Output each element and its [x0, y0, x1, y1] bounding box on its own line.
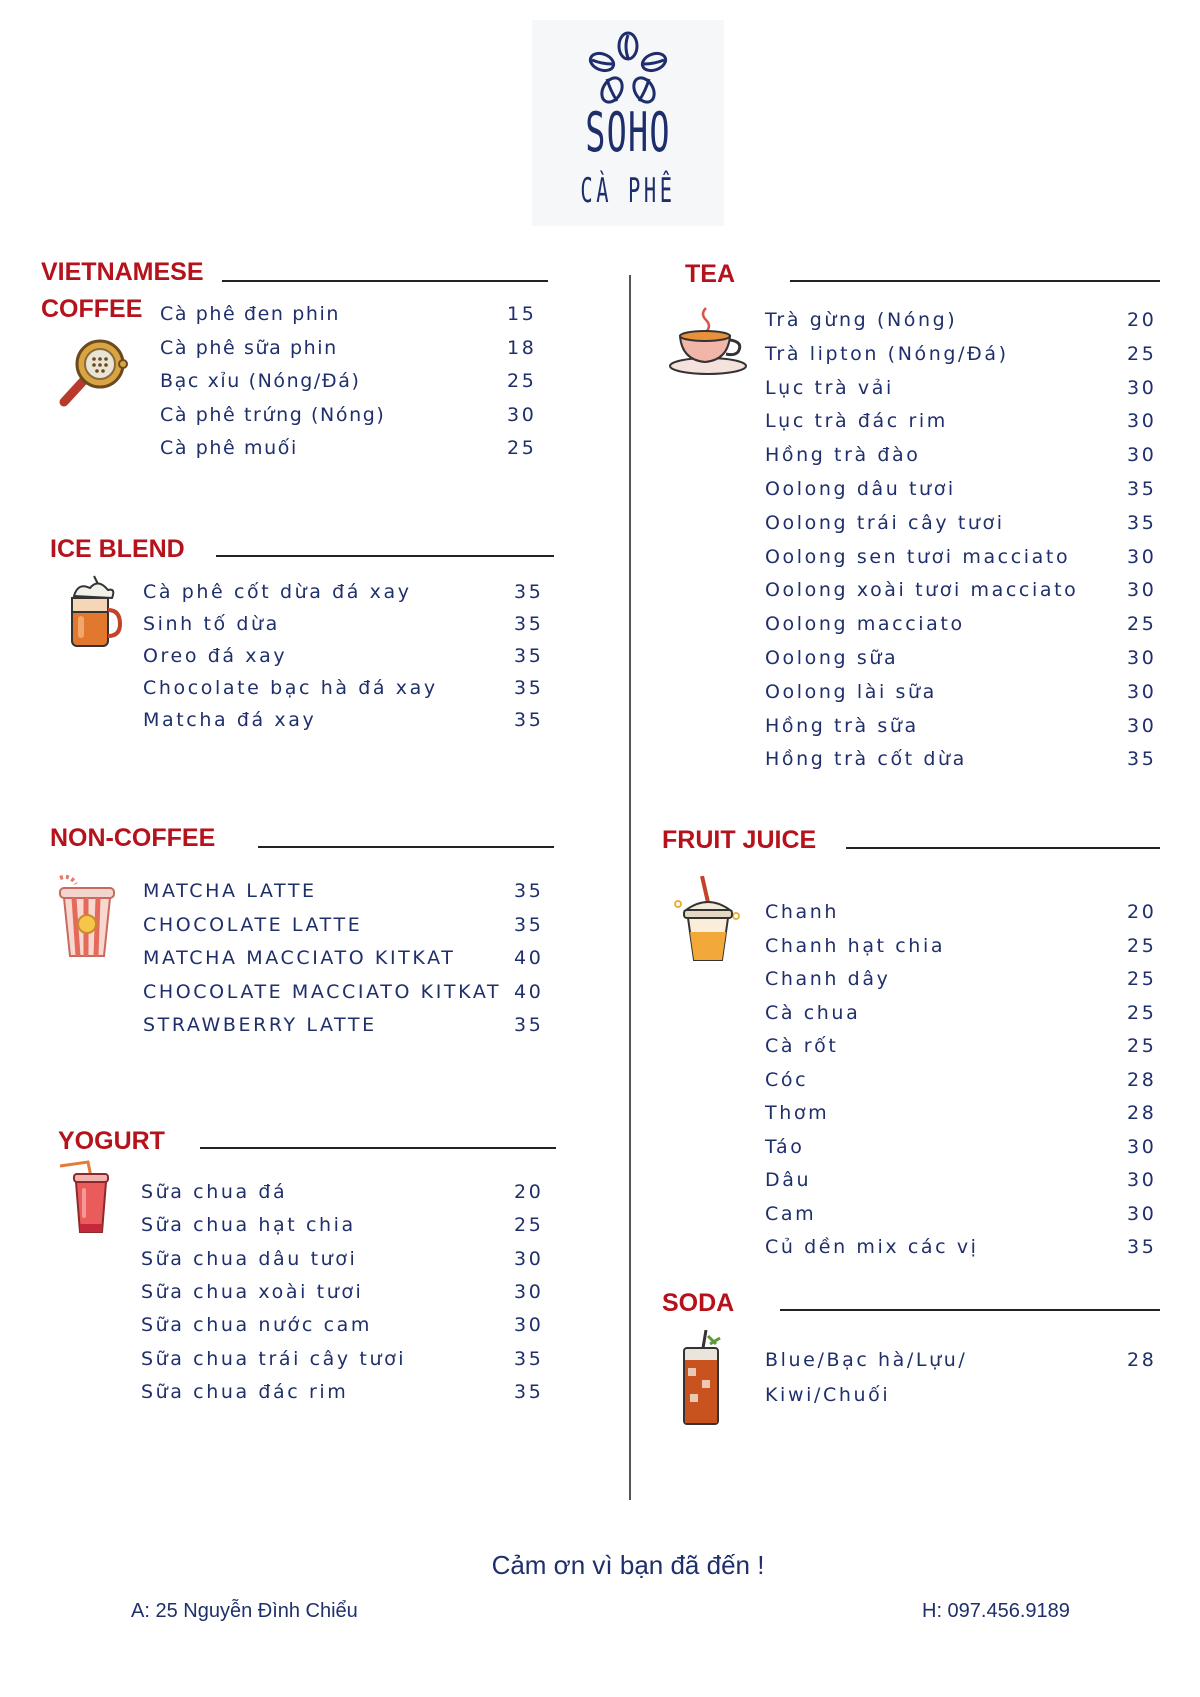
menu-item-price: 35 — [514, 1380, 544, 1403]
section-rule — [200, 1147, 556, 1149]
menu-item-name: Lục trà vải — [765, 376, 894, 399]
menu-item-name: Sữa chua xoài tươi — [141, 1280, 364, 1303]
menu-item-name: Táo — [765, 1135, 805, 1158]
section-title-fruit-juice: FRUIT JUICE — [662, 826, 817, 854]
menu-item-name: MATCHA LATTE — [143, 880, 317, 902]
section-title-vietnamese: VIETNAMESE — [41, 258, 204, 286]
section-rule — [222, 280, 548, 282]
logo — [532, 20, 724, 226]
menu-item-name: Oolong dâu tươi — [765, 478, 956, 500]
menu-item-price: 30 — [1127, 579, 1157, 602]
menu-item-name: Thơm — [765, 1102, 830, 1124]
menu-item-price: 25 — [507, 437, 537, 459]
menu-item-price: 20 — [514, 1181, 544, 1203]
menu-item-price: 30 — [514, 1280, 544, 1303]
section-rule — [258, 846, 554, 848]
menu-item-name: Cà phê trứng (Nóng) — [160, 403, 386, 426]
menu-item-price: 40 — [514, 980, 544, 1003]
menu-item-price: 25 — [507, 370, 537, 392]
latte-cup-icon — [56, 874, 118, 958]
coffee-filter-icon — [56, 334, 134, 410]
menu-item-price: 30 — [507, 403, 537, 426]
menu-item-price: 30 — [514, 1314, 544, 1337]
soda-price: 28 — [1127, 1349, 1157, 1371]
menu-item-price: 35 — [1127, 478, 1157, 500]
section-title-yogurt: YOGURT — [58, 1127, 165, 1155]
menu-item-name: Hồng trà đào — [765, 444, 921, 467]
section-rule — [216, 555, 554, 557]
menu-item-price: 30 — [1127, 1135, 1157, 1158]
menu-item-name: Cà phê đen phin — [160, 303, 341, 325]
menu-item-price: 25 — [1127, 1035, 1157, 1057]
tea-cup-icon — [668, 304, 748, 376]
phone-number: H: 097.456.9189 — [922, 1600, 1070, 1622]
menu-item-price: 25 — [1127, 613, 1157, 636]
menu-item-name: CHOCOLATE MACCIATO KITKAT — [143, 980, 502, 1003]
menu-item-name: Dâu — [765, 1169, 812, 1191]
menu-item-price: 18 — [507, 336, 537, 359]
section-title-non-coffee: NON-COFFEE — [50, 824, 216, 852]
menu-item-name: MATCHA MACCIATO KITKAT — [143, 947, 456, 969]
soda-glass-icon — [676, 1330, 728, 1426]
menu-item-price: 25 — [1127, 1001, 1157, 1024]
menu-item-name: Sữa chua đác rim — [141, 1380, 349, 1403]
menu-item-price: 15 — [507, 303, 537, 325]
menu-item-name: Sinh tố dừa — [143, 613, 280, 635]
menu-item-price: 20 — [1127, 309, 1157, 331]
menu-item-price: 40 — [514, 947, 544, 969]
menu-item-name: Củ dền mix các vị — [765, 1236, 979, 1258]
menu-item-price: 30 — [1127, 1169, 1157, 1191]
menu-item-price: 35 — [514, 1347, 544, 1370]
section-title-tea: TEA — [685, 260, 735, 288]
menu-item-name: Oolong sen tươi macciato — [765, 545, 1071, 568]
iced-coffee-jar-icon — [64, 574, 122, 650]
menu-item-name: Sữa chua nước cam — [141, 1314, 372, 1337]
menu-item-price: 25 — [1127, 968, 1157, 990]
menu-item-name: Hồng trà cốt dừa — [765, 748, 967, 771]
menu-item-name: Oolong trái cây tươi — [765, 511, 1005, 534]
menu-item-price: 35 — [514, 677, 544, 699]
menu-item-name: Oolong lài sữa — [765, 680, 937, 703]
column-divider — [629, 275, 631, 1500]
menu-item-name: STRAWBERRY LATTE — [143, 1014, 377, 1036]
menu-item-name: Cóc — [765, 1068, 809, 1091]
menu-item-price: 30 — [1127, 376, 1157, 399]
menu-item-name: Chocolate bạc hà đá xay — [143, 677, 438, 699]
menu-item-price: 35 — [514, 645, 544, 667]
menu-item-price: 30 — [514, 1247, 544, 1270]
menu-item-name: CHOCOLATE LATTE — [143, 913, 363, 936]
menu-item-name: Oreo đá xay — [143, 645, 288, 667]
menu-item-price: 30 — [1127, 444, 1157, 467]
menu-item-name: Cam — [765, 1202, 817, 1225]
section-title-ice-blend: ICE BLEND — [50, 535, 185, 563]
menu-item-price: 35 — [514, 913, 544, 936]
menu-item-price: 30 — [1127, 1202, 1157, 1225]
soda-item-line-1: Blue/Bạc hà/Lựu/ — [765, 1349, 968, 1371]
menu-item-name: Chanh hạt chia — [765, 934, 946, 957]
menu-item-price: 35 — [514, 1014, 544, 1036]
menu-item-price: 25 — [1127, 934, 1157, 957]
juice-cup-icon — [672, 876, 742, 962]
menu-item-name: Chanh dây — [765, 968, 891, 990]
menu-item-name: Cà phê sữa phin — [160, 336, 338, 359]
menu-item-price: 35 — [1127, 748, 1157, 771]
menu-item-price: 30 — [1127, 545, 1157, 568]
menu-item-name: Trà lipton (Nóng/Đá) — [765, 342, 1009, 365]
menu-item-name: Sữa chua dâu tươi — [141, 1247, 358, 1270]
menu-item-name: Oolong sữa — [765, 647, 899, 669]
brand-name: SOHO — [585, 101, 671, 164]
menu-item-price: 35 — [1127, 511, 1157, 534]
menu-item-name: Sữa chua hạt chia — [141, 1214, 356, 1237]
menu-item-name: Cà phê muối — [160, 437, 298, 459]
menu-item-price: 35 — [514, 581, 544, 603]
menu-item-price: 30 — [1127, 647, 1157, 669]
menu-item-price: 25 — [1127, 342, 1157, 365]
menu-item-price: 28 — [1127, 1068, 1157, 1091]
section-title-coffee: COFFEE — [41, 295, 143, 323]
menu-item-price: 28 — [1127, 1102, 1157, 1124]
coffee-beans-logo-icon — [588, 30, 668, 108]
address: A: 25 Nguyễn Đình Chiểu — [131, 1600, 358, 1622]
menu-item-price: 35 — [514, 709, 544, 731]
menu-item-price: 20 — [1127, 901, 1157, 923]
menu-item-name: Sữa chua trái cây tươi — [141, 1347, 407, 1370]
section-title-soda: SODA — [662, 1289, 735, 1317]
menu-item-name: Oolong macciato — [765, 613, 965, 636]
menu-item-name: Bạc xỉu (Nóng/Đá) — [160, 370, 361, 392]
thank-you-message: Cảm ơn vì bạn đã đến ! — [491, 1550, 765, 1580]
menu-item-price: 35 — [1127, 1236, 1157, 1258]
menu-item-name: Trà gừng (Nóng) — [765, 309, 958, 331]
menu-item-name: Hồng trà sữa — [765, 714, 919, 737]
menu-item-name: Oolong xoài tươi macciato — [765, 579, 1079, 602]
brand-subtitle: CÀ PHÊ — [580, 171, 676, 211]
menu-item-price: 30 — [1127, 410, 1157, 433]
menu-item-price: 30 — [1127, 680, 1157, 703]
menu-item-name: Cà rốt — [765, 1035, 839, 1057]
menu-item-price: 30 — [1127, 714, 1157, 737]
soda-item-line-2: Kiwi/Chuối — [765, 1384, 891, 1406]
menu-item-name: Chanh — [765, 901, 840, 923]
menu-item-name: Sữa chua đá — [141, 1181, 288, 1203]
menu-item-price: 25 — [514, 1214, 544, 1237]
menu-item-price: 35 — [514, 613, 544, 635]
menu-item-name: Lục trà đác rim — [765, 410, 948, 433]
menu-item-price: 35 — [514, 880, 544, 902]
menu-item-name: Cà chua — [765, 1001, 861, 1024]
section-rule — [790, 280, 1160, 282]
section-rule — [780, 1309, 1160, 1311]
menu-item-name: Cà phê cốt dừa đá xay — [143, 581, 412, 603]
section-rule — [846, 847, 1160, 849]
yogurt-cup-icon — [58, 1160, 116, 1236]
menu-item-name: Matcha đá xay — [143, 709, 317, 731]
